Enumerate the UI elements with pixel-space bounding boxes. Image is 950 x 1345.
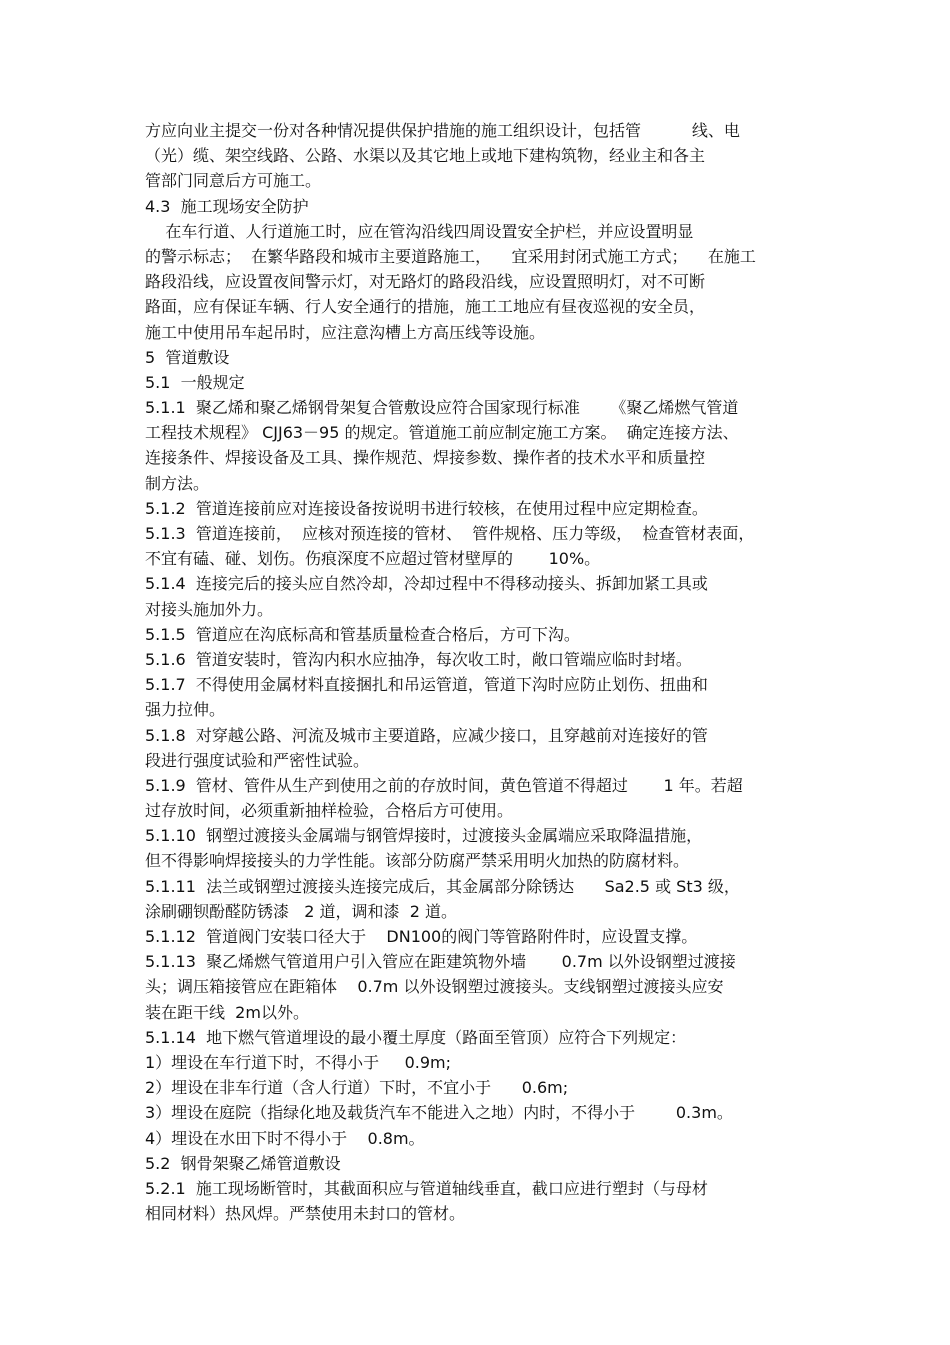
text-line: 5.1.1 聚乙烯和聚乙烯钢骨架复合管敷设应符合国家现行标准 《聚乙烯燃气管道: [145, 398, 739, 418]
text-line: 路面，应有保证车辆、行人安全通行的措施，施工工地应有昼夜巡视的安全员，: [145, 297, 706, 317]
text-line: 头；调压箱接管应在距箱体 0.7m 以外设钢塑过渡接头。支线钢塑过渡接头应安: [145, 977, 724, 997]
section-heading: 5.1 一般规定: [145, 372, 245, 392]
text-line: 过存放时间，必须重新抽样检验，合格后方可使用。: [145, 801, 514, 821]
text-line: 不宜有磕、碰、划伤。伤痕深度不应超过管材壁厚的 10%。: [145, 549, 601, 569]
text-line: 方应向业主提交一份对各种情况提供保护措施的施工组织设计，包括管 线、电: [145, 121, 740, 140]
text-line: 5.2.1 施工现场断管时，其截面积应与管道轴线垂直，截口应进行塑封（与母材: [145, 1178, 708, 1198]
section-heading: 5 管道敷设: [145, 347, 230, 367]
text-line: 5.1.8 对穿越公路、河流及城市主要道路，应减少接口，且穿越前对连接好的管: [145, 725, 708, 745]
text-line: 工程技术规程》 CJJ63－95 的规定。管道施工前应制定施工方案。 确定连接方法、: [145, 423, 739, 443]
document-body: [145, 118, 825, 1226]
section-heading: 5.2 钢骨架聚乙烯管道敷设: [145, 1153, 341, 1173]
text-line: 5.1.14 地下燃气管道埋设的最小覆土厚度（路面至管顶）应符合下列规定：: [145, 1027, 687, 1047]
text-line: 相同材料）热风焊。严禁使用未封口的管材。: [145, 1204, 466, 1224]
text-line: 5.1.11 法兰或钢塑过渡接头连接完成后，其金属部分除锈达 Sa2.5 或 St3 级，: [145, 876, 740, 896]
text-line: 5.1.10 钢塑过渡接头金属端与钢管焊接时，过渡接头金属端应采取降温措施，: [145, 826, 703, 846]
text-line: 5.1.9 管材、管件从生产到使用之前的存放时间，黄色管道不得超过 1 年。若超: [145, 775, 743, 795]
text-line: 5.1.3 管道连接前， 应核对预连接的管材、 管件规格、压力等级， 检查管材表面，: [145, 524, 755, 543]
text-line: 5.1.5 管道应在沟底标高和管基质量检查合格后，方可下沟。: [145, 624, 580, 644]
text-line: 施工中使用吊车起吊时，应注意沟槽上方高压线等设施。: [145, 322, 546, 342]
text-line: 5.1.12 管道阀门安装口径大于 DN100的阀门等管路附件时，应设置支撑。: [145, 927, 698, 946]
text-line: （光）缆、架空线路、公路、水渠以及其它地上或地下建构筑物，经业主和各主: [145, 146, 706, 166]
text-line: 对接头施加外力。: [145, 599, 274, 619]
text-line: 5.1.4 连接完后的接头应自然冷却，冷却过程中不得移动接头、拆卸加紧工具或: [145, 574, 708, 594]
list-item: 1）埋设在车行道下时，不得小于 0.9m;: [145, 1052, 452, 1072]
text-line: 管部门同意后方可施工。: [145, 171, 322, 191]
list-item: 2）埋设在非车行道（含人行道）下时，不宜小于 0.6m;: [145, 1078, 569, 1098]
text-line: 5.1.13 聚乙烯燃气管道用户引入管应在距建筑物外墙 0.7m 以外设钢塑过渡接: [145, 952, 736, 972]
text-line: 在车行道、人行道施工时，应在管沟沿线四周设置安全护栏，并应设置明显: [145, 221, 694, 241]
list-item: 3）埋设在庭院（指绿化地及载货汽车不能进入之地）内时，不得小于 0.3m。: [145, 1103, 733, 1123]
text-line: 但不得影响焊接接头的力学性能。该部分防腐严禁采用明火加热的防腐材料。: [145, 851, 690, 871]
section-heading: 4.3 施工现场安全防护: [145, 196, 309, 216]
text-line: 涂刷硼钡酚醛防锈漆 2 道，调和漆 2 道。: [145, 901, 457, 921]
text-line: 路段沿线，应设置夜间警示灯，对无路灯的路段沿线，应设置照明灯，对不可断: [145, 272, 706, 292]
text-line: 5.1.6 管道安装时，管沟内积水应抽净，每次收工时，敞口管端应临时封堵。: [145, 649, 692, 669]
text-line: 装在距干线 2m以外。: [145, 1002, 309, 1022]
text-line: 的警示标志； 在繁华路段和城市主要道路施工， 宜采用封闭式施工方式； 在施工: [145, 246, 756, 266]
list-item: 4）埋设在水田下时不得小于 0.8m。: [145, 1128, 425, 1148]
text-line: 强力拉伸。: [145, 700, 226, 720]
text-line: 段进行强度试验和严密性试验。: [145, 750, 370, 770]
text-line: 连接条件、焊接设备及工具、操作规范、焊接参数、操作者的技术水平和质量控: [145, 448, 706, 468]
text-line: 5.1.2 管道连接前应对连接设备按说明书进行较核，在使用过程中应定期检查。: [145, 498, 708, 518]
text-line: 5.1.7 不得使用金属材料直接捆扎和吊运管道，管道下沟时应防止划伤、扭曲和: [145, 675, 708, 695]
text-line: 制方法。: [145, 473, 210, 493]
